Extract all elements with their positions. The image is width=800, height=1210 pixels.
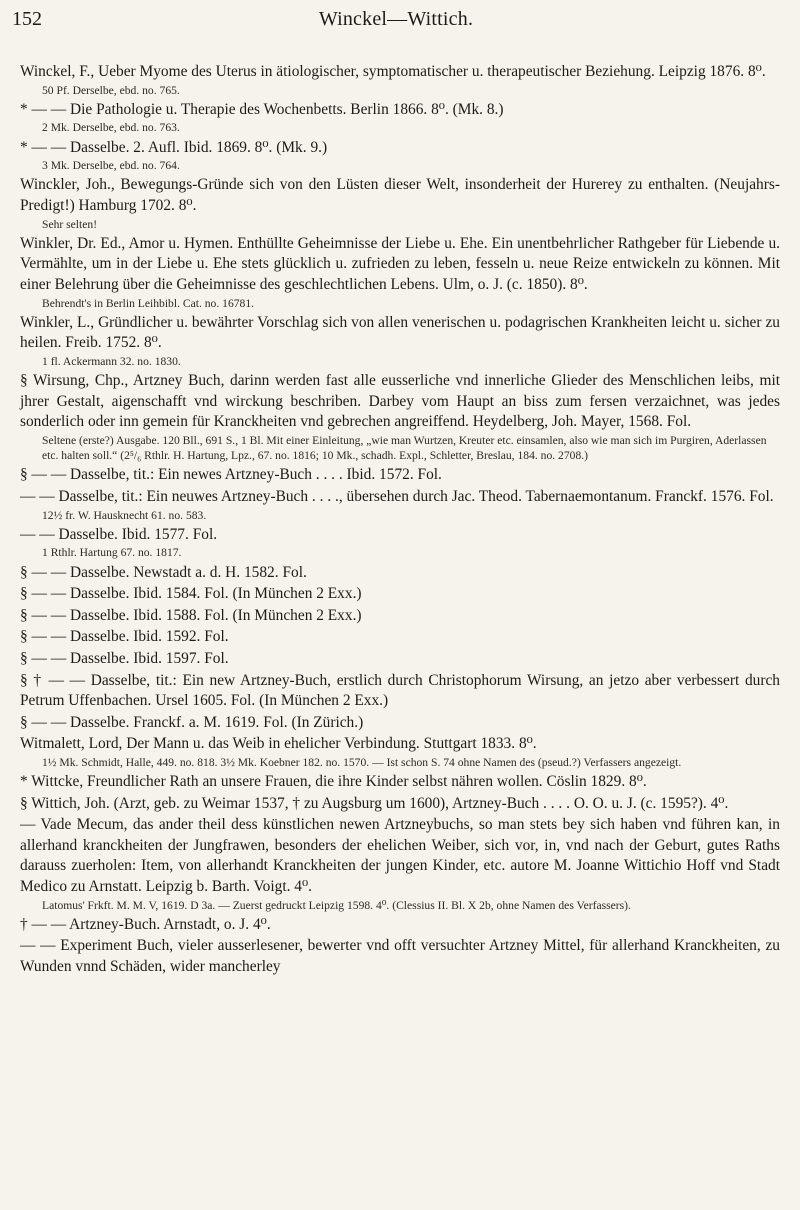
entry-text: — — Dasselbe, tit.: Ein neuwes Artzney-Buch . . . ., übersehen durch Jac. Theod. Tabernaemontanum. Franckf. 1576. Fol. bbox=[20, 487, 774, 505]
entry-text: § Wirsung, Chp., Artzney Buch, darinn werden fast alle eusserliche vnd innerliche Glieder des Menschlichen leibs, mit jhrer Gestalt, aigenschafft vnd wirckung beschriben. Darbey vom Haupt an biss zum fersen verzaichnet, was jedes sonderlich oder inn gemein für Kranckheiten vnd gebrechen angreiffend. Heydelberg, Joh. Mayer, 1568. Fol. bbox=[20, 372, 780, 431]
entry bbox=[20, 734, 780, 770]
entry-text: Winkler, L., Gründlicher u. bewährter Vorschlag sich von allen venerischen u. podagrischen Krankheiten leicht u. sicher zu heilen. Freib. 1752. 8⁰. bbox=[20, 313, 780, 352]
entry bbox=[20, 313, 780, 369]
entry-note: Sehr selten! bbox=[42, 217, 98, 231]
page-header bbox=[12, 8, 780, 38]
entry-note: 2 Mk. Derselbe, ebd. no. 763. bbox=[42, 121, 180, 135]
entry bbox=[20, 713, 780, 734]
entry-text: § — — Dasselbe, tit.: Ein newes Artzney-Buch . . . . Ibid. 1572. Fol. bbox=[20, 466, 442, 484]
entry-text: § — — Dasselbe. Ibid. 1597. Fol. bbox=[20, 649, 229, 667]
entry-text: § — — Dasselbe. Ibid. 1584. Fol. (In München 2 Exx.) bbox=[20, 585, 362, 603]
entry-text: Winckel, F., Ueber Myome des Uterus in ätiologischer, symptomatischer u. therapeutischer Beziehung. Leipzig 1876. 8⁰. bbox=[20, 63, 766, 80]
entry-text: Winckler, Joh., Bewegungs-Gründe sich von den Lüsten dieser Welt, insonderheit der Hurerey zu enthalten. (Neujahrs-Predigt!) Hamburg 1702. 8⁰. bbox=[20, 176, 780, 214]
entry bbox=[20, 649, 780, 670]
entry bbox=[20, 671, 780, 712]
entry-text: § † — — Dasselbe, tit.: Ein new Artzney-Buch, erstlich durch Christophorum Wirsung, an jetzo aber verbessert durch Petrum Uffenbachen. Ursel 1605. Fol. (In München 2 Exx.) bbox=[20, 671, 780, 710]
entry-text: Witmalett, Lord, Der Mann u. das Weib in ehelicher Verbindung. Stuttgart 1833. 8⁰. bbox=[20, 735, 537, 753]
entry-note: 1 fl. Ackermann 32. no. 1830. bbox=[42, 354, 181, 368]
entry bbox=[20, 627, 780, 648]
entry-text: † — — Artzney-Buch. Arnstadt, o. J. 4⁰. bbox=[20, 915, 271, 933]
entry bbox=[20, 915, 780, 936]
entry-note: 12½ fr. W. Hausknecht 61. no. 583. bbox=[42, 508, 207, 522]
entry bbox=[20, 100, 780, 136]
entry-note: Latomus' Frkft. M. M. V, 1619. D 3a. — Zuerst gedruckt Leipzig 1598. 4⁰. (Clessius II. Bl. X 2b, ohne Namen des Verfassers). bbox=[42, 898, 631, 912]
entry-text: § — — Dasselbe. Ibid. 1588. Fol. (In München 2 Exx.) bbox=[20, 606, 362, 624]
entry-note: 1 Rthlr. Hartung 67. no. 1817. bbox=[42, 546, 182, 560]
entry bbox=[20, 794, 780, 815]
entry-note: 3 Mk. Derselbe, ebd. no. 764. bbox=[42, 159, 180, 173]
entry-text: § Wittich, Joh. (Arzt, geb. zu Weimar 1537, † zu Augsburg um 1600), Artzney-Buch . . . . O. O. u. J. (c. 1595?). 4⁰. bbox=[20, 794, 729, 812]
entry bbox=[20, 584, 780, 605]
entry-text: — — Dasselbe. Ibid. 1577. Fol. bbox=[20, 525, 218, 543]
entry bbox=[20, 487, 780, 523]
entry-text: * — — Die Pathologie u. Therapie des Wochenbetts. Berlin 1866. 8⁰. (Mk. 8.) bbox=[20, 100, 504, 118]
entry bbox=[20, 563, 780, 584]
entry-text: — Vade Mecum, das ander theil dess künstlichen newen Artzneybuchs, so man stets bey sich haben vnd führen kan, in allerhand kranckheiten der Jungfrawen, besonders der ehelichen Weiber, sich vor, in, vnd nach der Geburt, gutes Raths darauss zuerholen: Item, von allerhandt Kranckheiten der jungen Kinder, etc. autore M. Joanne Wittichio Hoff vnd Stadt Medico zu Arnstatt. Leipzig b. Barth. Voigt. 4⁰. bbox=[20, 816, 780, 896]
entry-text: — — Experiment Buch, vieler ausserlesener, bewerter vnd offt versuchter Artzney Mittel, für allerhand Kranckheiten, zu Wunden vnnd Schäden, wider mancherley bbox=[20, 937, 780, 976]
entry-text: § — — Dasselbe. Newstadt a. d. H. 1582. Fol. bbox=[20, 563, 307, 581]
entry bbox=[20, 138, 780, 174]
entry-text: § — — Dasselbe. Franckf. a. M. 1619. Fol. (In Zürich.) bbox=[20, 713, 364, 731]
entry-text: * Wittcke, Freundlicher Rath an unsere Frauen, die ihre Kinder selbst nähren wollen. Cöslin 1829. 8⁰. bbox=[20, 773, 647, 791]
page-number: 152 bbox=[12, 8, 42, 30]
entry bbox=[20, 465, 780, 486]
entry-note: 1½ Mk. Schmidt, Halle, 449. no. 818. 3½ Mk. Koebner 182. no. 1570. — Ist schon S. 74 ohne Namen des (pseud.?) Verfassers angezeigt. bbox=[42, 755, 682, 769]
bibliography-entries bbox=[20, 62, 780, 979]
entry bbox=[20, 371, 780, 463]
entry-text: § — — Dasselbe. Ibid. 1592. Fol. bbox=[20, 628, 229, 646]
entry-note: Behrendt's in Berlin Leihbibl. Cat. no. 16781. bbox=[42, 296, 255, 310]
entry bbox=[20, 772, 780, 793]
entry bbox=[20, 62, 780, 98]
running-title: Winckel—Wittich. bbox=[318, 8, 474, 30]
entry bbox=[20, 815, 780, 913]
entry-text: Winkler, Dr. Ed., Amor u. Hymen. Enthüllte Geheimnisse der Liebe u. Ehe. Ein unentbehrlicher Rathgeber für Liebende u. Vermählte, um in der Liebe u. Ehe stets glücklich u. zufrieden zu leben, fesseln u. neue Reize entwickeln zu können. Mit einer Belehrung über die Geheimnisse des geschlechtlichen Lebens. Ulm, o. J. (c. 1850). 8⁰. bbox=[20, 234, 780, 293]
entry bbox=[20, 525, 780, 561]
entry bbox=[20, 175, 780, 231]
entry bbox=[20, 936, 780, 977]
entry-note: 50 Pf. Derselbe, ebd. no. 765. bbox=[42, 83, 180, 97]
entry bbox=[20, 234, 780, 311]
entry bbox=[20, 606, 780, 627]
entry-text: * — — Dasselbe. 2. Aufl. Ibid. 1869. 8⁰. (Mk. 9.) bbox=[20, 138, 328, 156]
entry-note: Seltene (erste?) Ausgabe. 120 Bll., 691 S., 1 Bl. Mit einer Einleitung, „wie man Wurtzen, Kreuter etc. einsamlen, also wie man sich im Purgiren, Aderlassen etc. halten soll.“ (2⁵/₆ Rthlr. H. Hartung, Lpz., 67. no. 1816; 10 Mk., schadh. Expl., Schletter, Breslau, 184. no. 2708.) bbox=[42, 433, 767, 463]
